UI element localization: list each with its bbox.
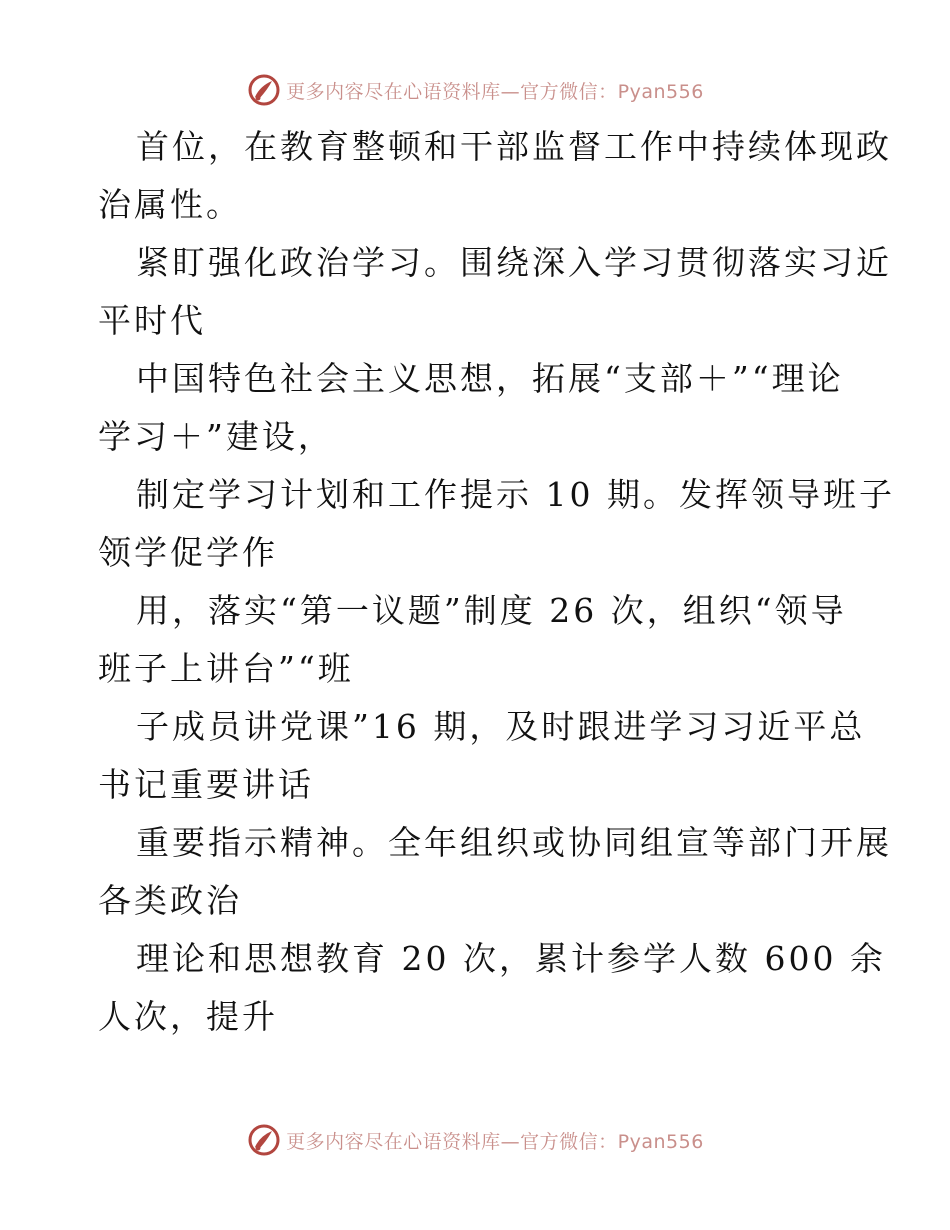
text-line: 人次，提升 [98,997,278,1036]
text-line: 班子上讲台”“班 [98,649,354,688]
text-line: 子成员讲党课”16 期，及时跟进学习习近平总 [136,707,866,746]
text-line: 学习＋”建设， [98,417,334,456]
text-line: 首位，在教育整顿和干部监督工作中持续体现政 [136,127,892,166]
footer-watermark [0,1120,950,1160]
text-line: 各类政治 [98,881,242,920]
text-line: 紧盯强化政治学习。围绕深入学习贯彻落实习近 [136,243,892,282]
text-line: 理论和思想教育 20 次，累计参学人数 600 余 [136,939,886,978]
text-line: 书记重要讲话 [98,765,314,804]
text-line: 制定学习计划和工作提示 10 期。发挥领导班子 [136,475,895,514]
text-line: 领学促学作 [98,533,278,572]
brush-logo-icon [246,1122,282,1158]
body-text [98,118,895,1046]
header-watermark [0,70,950,110]
text-line: 重要指示精神。全年组织或协同组宣等部门开展 [136,823,892,862]
text-line: 治属性。 [98,185,242,224]
text-line: 用，落实“第一议题”制度 26 次，组织“领导 [136,591,847,630]
text-line: 中国特色社会主义思想，拓展“支部＋”“理论 [136,359,844,398]
text-line: 平时代 [98,301,206,340]
watermark-text: 更多内容尽在心语资料库—官方微信：Pyan556 [286,1130,704,1153]
watermark-text: 更多内容尽在心语资料库—官方微信：Pyan556 [286,80,704,103]
brush-logo-icon [246,72,282,108]
